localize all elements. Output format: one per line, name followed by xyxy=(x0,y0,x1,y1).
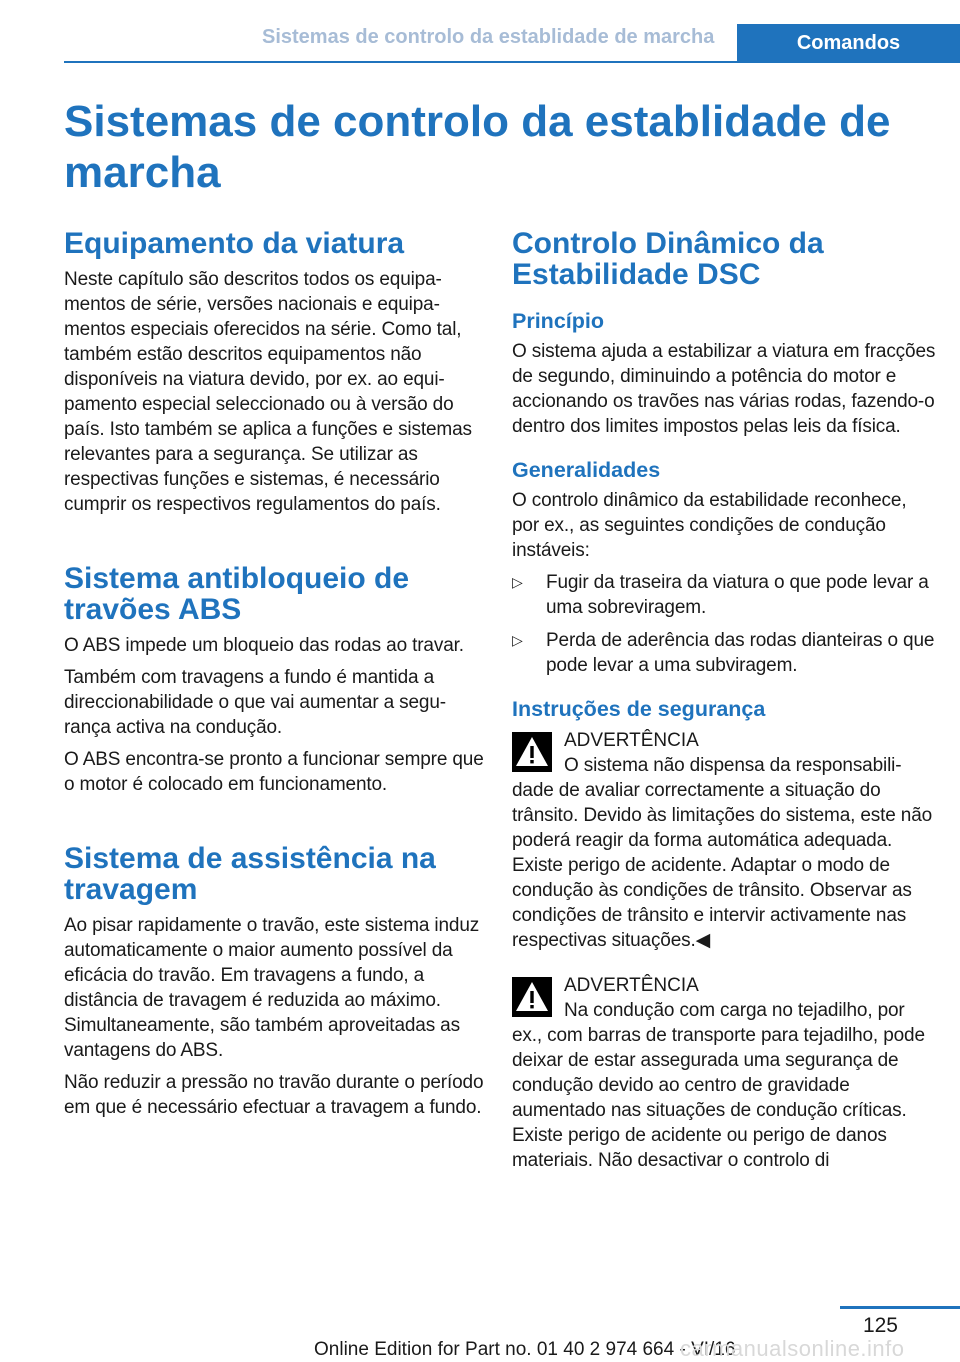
warning-text: O sistema não dispensa da responsabilidade de avaliar correctamente a situação do trânsito. Devido às limitações do sistema, este não poderá reagir da forma automática adequada. Existe perigo de acidente. Adaptar o modo de condução às condições de trânsito. Observar as condições de trânsito e intervir activamente nas respectivas situações.◀ xyxy=(512,755,933,951)
paragraph-equipment: Neste capítulo são descritos todos os equipamentos de série, versões nacionais e equipamentos especiais oferecidos na série. Como tal, também estão descritos equipamentos não disponíveis na viatura devido, por ex. ao equipamento especial seleccionado ou à versão do país. Isto também se aplica a funções e sistemas relevantes para a segurança. Se utilizar as respectivas funções e sistemas, é necessário cumprir os respectivos regulamentos do país. xyxy=(64,269,472,515)
list-item-text: Perda de aderência das rodas dianteiras o que pode levar a uma subviragem. xyxy=(546,630,935,676)
heading-abs: Sistema antibloqueio de travões ABS xyxy=(64,562,410,626)
warning-triangle-icon xyxy=(512,977,552,1017)
footer-rule xyxy=(840,1306,960,1309)
subheading-safety: Instruções de segurança xyxy=(512,697,766,721)
paragraph-brake-1: Ao pisar rapidamente o travão, este sistema induz automaticamente o maior aumento possível da eficácia do travão. Em travagens a fundo, a distância de travagem é reduzida ao máximo. Simultaneamente, são também aproveitadas as vantagens do ABS. xyxy=(64,915,480,1061)
page-title: Sistemas de controlo da establidade de marcha xyxy=(64,97,891,197)
warning-block xyxy=(512,973,936,1173)
heading-brake-assist: Sistema de assistência na travagem xyxy=(64,842,436,906)
warning-text: Na condução com carga no tejadilho, por ex., com barras de transporte para tejadilho, pode deixar de estar assegurada uma segurança de condução devido ao centro de gravidade aumentado nas situações de condução críticas. Existe perigo de acidente ou perigo de danos materiais. Não desactivar o controlo di xyxy=(512,1000,925,1171)
paragraph-general: O controlo dinâmico da estabilidade reconhece, por ex., as seguintes condições de condução instáveis: xyxy=(512,490,907,561)
triangle-right-icon: ▷ xyxy=(512,574,523,590)
right-column xyxy=(512,228,936,1193)
edition-note: Online Edition for Part no. 01 40 2 974 664 - VI/16 xyxy=(314,1339,736,1360)
heading-equipment: Equipamento da viatura xyxy=(64,227,405,260)
paragraph-abs-2: Também com travagens a fundo é mantida a direccionabilidade o que vai aumentar a segurança activa na condução. xyxy=(64,667,447,738)
warning-triangle-icon xyxy=(512,732,552,772)
header-rule xyxy=(64,61,960,63)
paragraph-abs-1: O ABS impede um bloqueio das rodas ao travar. xyxy=(64,635,464,656)
watermark: carmanualsonline.info xyxy=(680,1336,905,1361)
subheading-general: Generalidades xyxy=(512,458,661,482)
chapter-tab: Comandos xyxy=(737,24,960,62)
running-header-section: Sistemas de controlo da establidade de marcha xyxy=(262,26,715,48)
paragraph-principle: O sistema ajuda a estabilizar a viatura em fracções de segundo, diminuindo a potência do motor e accionando os travões nas várias rodas, fazendo-o dentro dos limites impostos pelas leis da física. xyxy=(512,341,936,437)
page-number: 125 xyxy=(862,1314,898,1337)
list-item xyxy=(512,628,936,678)
warning-label: ADVERTÊNCIA xyxy=(564,730,699,751)
triangle-right-icon: ▷ xyxy=(512,632,523,648)
heading-dsc: Controlo Dinâmico da Estabilidade DSC xyxy=(512,227,824,291)
subheading-principle: Princípio xyxy=(512,309,604,333)
left-column xyxy=(64,228,484,1127)
paragraph-brake-2: Não reduzir a pressão no travão durante o período em que é necessário efectuar a travagem a fundo. xyxy=(64,1072,484,1118)
list-item-text: Fugir da traseira da viatura o que pode levar a uma sobreviragem. xyxy=(546,572,929,618)
bullet-list xyxy=(512,570,936,678)
paragraph-abs-3: O ABS encontra-se pronto a funcionar sempre que o motor é colocado em funcionamento. xyxy=(64,749,484,795)
warning-block xyxy=(512,728,936,953)
warning-label: ADVERTÊNCIA xyxy=(564,975,699,996)
list-item xyxy=(512,570,936,620)
